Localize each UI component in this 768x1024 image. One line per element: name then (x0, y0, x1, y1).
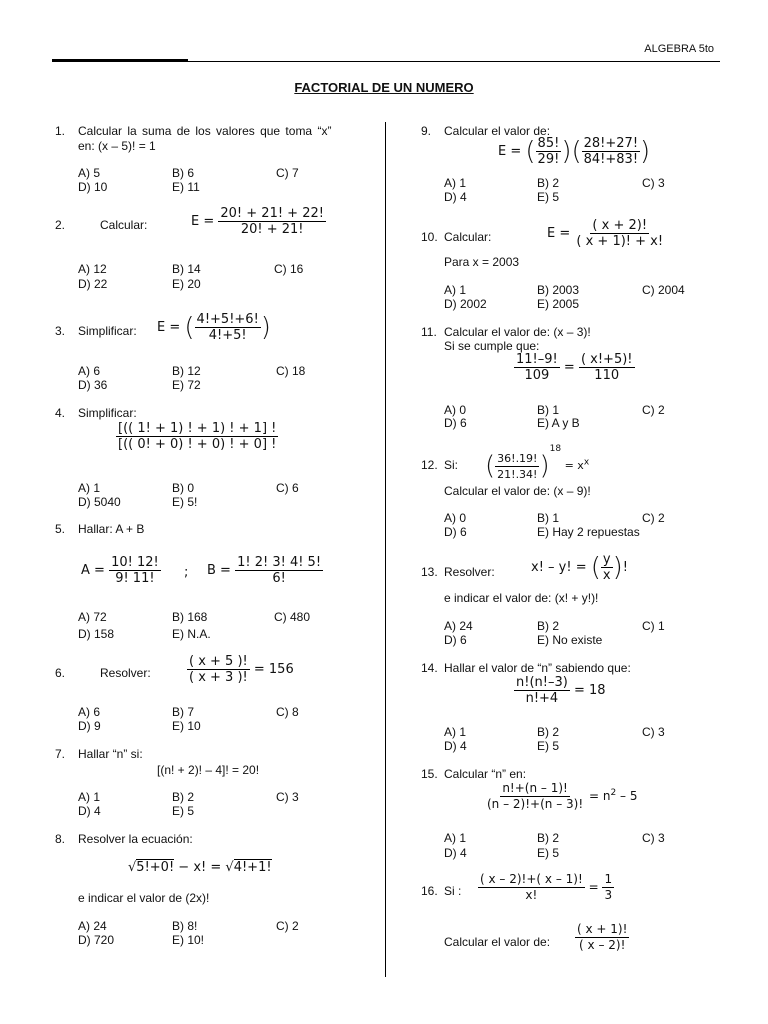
denominator: 29! (537, 152, 560, 167)
numerator: 36!.19! (497, 451, 538, 465)
denominator: 84!+83! (583, 152, 639, 167)
option: D) 6 (444, 416, 467, 430)
option: D) 4 (78, 804, 101, 818)
option: B) 2 (537, 619, 560, 633)
option: D) 10 (78, 180, 108, 194)
expression-target (575, 922, 629, 953)
denominator: 110 (594, 368, 620, 383)
equals: = (563, 360, 575, 375)
option: C) 3 (276, 790, 299, 804)
expression (191, 206, 326, 237)
problem-text: Resolver: (100, 666, 151, 680)
denominator: n!+4 (525, 691, 559, 706)
option: C) 6 (276, 481, 299, 495)
option: B) 14 (172, 262, 201, 276)
option: A) 6 (78, 705, 101, 719)
problem-number: 1. (55, 124, 66, 138)
equals: = (588, 880, 599, 894)
option: D) 4 (444, 739, 467, 753)
problem-number: 11. (421, 325, 437, 339)
option: B) 1 (537, 403, 560, 417)
page-title: FACTORIAL DE UN NUMERO (294, 80, 474, 95)
option: A) 72 (78, 610, 107, 624)
option: D) 158 (78, 627, 115, 641)
expr-rhs: = x (564, 459, 584, 472)
numerator: ( x + 2)! (592, 218, 648, 233)
problem-text: Calcular el valor de: (x – 3)! (444, 325, 591, 339)
option: D) 2002 (444, 297, 487, 311)
numerator: 11!–9! (516, 352, 558, 367)
problem-text: Resolver la ecuación: (78, 832, 193, 846)
problem-text: [(n! + 2)! – 4]! = 20! (157, 763, 260, 777)
option: E) 5 (537, 739, 560, 753)
numerator: [(( 1! + 1) ! + 1) ! + 1] ! (118, 421, 277, 436)
numerator: y (602, 552, 611, 567)
denominator: [(( 0! + 0) ! + 0) ! + 0] ! (118, 437, 277, 452)
option: C) 8 (276, 705, 299, 719)
expression (514, 352, 635, 383)
problem-text: Resolver: (444, 565, 495, 579)
option: E) 10! (172, 933, 205, 947)
option: C) 3 (642, 725, 665, 739)
numerator: 1 (604, 872, 613, 886)
numerator: 28!+27! (583, 136, 639, 151)
problem-text: Calcular el valor de: (444, 935, 551, 949)
option: C) 7 (276, 166, 299, 180)
option: E) 11 (172, 180, 200, 194)
option: C) 480 (274, 610, 311, 624)
problem-text: Hallar “n” si: (78, 747, 143, 761)
option: A) 1 (78, 481, 101, 495)
option: D) 6 (444, 525, 467, 539)
option: A) 1 (78, 790, 101, 804)
numerator: 20! + 21! + 22! (220, 206, 324, 221)
course-label: ALGEBRA 5to (644, 43, 714, 55)
expression (187, 654, 294, 685)
option: C) 1 (642, 619, 665, 633)
option: B) 12 (172, 364, 201, 378)
problem-number: 5. (55, 522, 66, 536)
separator: ; (184, 565, 189, 580)
option: E) 5 (172, 804, 195, 818)
problem-text: Calcular el valor de: (x – 9)! (444, 484, 591, 498)
problem-text: e indicar el valor de: (x! + y!)! (444, 591, 599, 605)
option: B) 0 (172, 481, 195, 495)
option: E) A y B (537, 416, 580, 430)
option: D) 22 (78, 277, 108, 291)
expression (547, 218, 665, 249)
option: C) 2 (642, 403, 665, 417)
problem-text: Simplificar: (78, 324, 137, 338)
expression: E = ( $\frac{85!}{29!}$ )( $\frac{28!+27!}{84!+83!}$ ) (498, 136, 651, 167)
expr-lhs: E = (157, 320, 181, 335)
expression (478, 872, 614, 903)
option: C) 3 (642, 176, 665, 190)
problem-text: Hallar el valor de “n” sabiendo que: (444, 661, 631, 675)
numerator: ( x – 2)!+( x – 1)! (480, 872, 583, 886)
option: C) 2004 (642, 283, 685, 297)
problem-text: e indicar el valor de (2x)! (78, 891, 210, 905)
denominator: 21!.34! (497, 467, 538, 481)
option: C) 2 (642, 511, 665, 525)
denominator: 3 (604, 888, 613, 902)
expression: x! – y! = ( $\frac{y}{x}$ )! (531, 552, 628, 583)
numerator: 4!+5!+6! (196, 312, 259, 327)
problem-number: 8. (55, 832, 66, 846)
option: A) 1 (444, 283, 467, 297)
option: E) 5! (172, 495, 198, 509)
option: E) 5 (537, 846, 560, 860)
expr-lhs: x! – y! = (531, 560, 587, 575)
option: E) Hay 2 repuestas (537, 525, 640, 539)
problem-number: 6. (55, 666, 66, 680)
option: B) 2 (537, 176, 560, 190)
option: B) 6 (172, 166, 195, 180)
problem-text: Calcular la suma de los valores que toma “x” (78, 124, 332, 138)
numerator: n!+(n – 1)! (502, 781, 568, 795)
option: D) 36 (78, 378, 108, 392)
option: E) N.A. (172, 627, 211, 641)
option: A) 24 (444, 619, 473, 633)
option: B) 2 (537, 831, 560, 845)
problem-number: 16. (421, 884, 438, 898)
option: B) 1 (537, 511, 560, 525)
option: A) 0 (444, 511, 467, 525)
problem-text: en: (x – 5)! = 1 (78, 139, 156, 153)
expr-rhs: = 156 (253, 662, 294, 677)
problem-number: 15. (421, 767, 438, 781)
option: A) 6 (78, 364, 101, 378)
problem-number: 12. (421, 458, 438, 472)
option: A) 1 (444, 725, 467, 739)
exponent: 18 (549, 444, 562, 454)
numerator: ( x + 1)! (577, 922, 628, 936)
problem-text: Calcular el valor de: (444, 124, 551, 138)
numerator: 10! 12! (111, 555, 159, 570)
denominator: x! (525, 888, 538, 902)
option: D) 4 (444, 190, 467, 204)
expr-lhs: B = (207, 563, 231, 578)
expression (116, 421, 278, 452)
option: B) 168 (172, 610, 208, 624)
option: B) 2 (172, 790, 195, 804)
expr-rhs: = 18 (573, 683, 606, 698)
problem-number: 10. (421, 230, 438, 244)
expr-rhs: = n (588, 789, 611, 803)
option: C) 18 (276, 364, 306, 378)
option: C) 2 (276, 919, 299, 933)
factorial-mark: ! (622, 560, 628, 575)
problem-text: Calcular “n” en: (444, 767, 527, 781)
problem-text: Calcular: (444, 230, 492, 244)
expression-a (81, 555, 161, 586)
numerator: 85! (537, 136, 560, 151)
option: D) 720 (78, 933, 115, 947)
option: A) 12 (78, 262, 107, 276)
expression: √5!+0! − x! = √4!+1! (128, 860, 272, 875)
denominator: 4!+5! (208, 328, 247, 343)
option: D) 4 (444, 846, 467, 860)
option: E) No existe (537, 633, 603, 647)
option: E) 72 (172, 378, 201, 392)
option: A) 24 (78, 919, 107, 933)
problem-number: 13. (421, 565, 438, 579)
option: B) 7 (172, 705, 195, 719)
option: B) 2 (537, 725, 560, 739)
numerator: 1! 2! 3! 4! 5! (237, 555, 322, 570)
exponent: x (583, 457, 590, 468)
denominator: ( x + 1)! + x! (576, 234, 664, 249)
expr-mid: − x! = (178, 860, 222, 875)
option: B) 8! (172, 919, 198, 933)
numerator: ( x!+5)! (580, 352, 633, 367)
option: E) 20 (172, 277, 201, 291)
expr-tail: – 5 (616, 789, 638, 803)
radicand: 5!+0! (136, 860, 175, 875)
problem-text: Calcular: (100, 218, 148, 232)
option: D) 9 (78, 719, 101, 733)
denominator: x (602, 568, 611, 583)
option: B) 2003 (537, 283, 580, 297)
radicand: 4!+1! (233, 860, 272, 875)
expr-lhs: E = (547, 226, 571, 241)
problem-number: 2. (55, 218, 66, 232)
option: D) 6 (444, 633, 467, 647)
problem-number: 7. (55, 747, 66, 761)
option: A) 1 (444, 176, 467, 190)
expression (485, 781, 637, 812)
option: C) 16 (274, 262, 304, 276)
problem-number: 9. (421, 124, 432, 138)
denominator: 20! + 21! (240, 222, 304, 237)
option: E) 2005 (537, 297, 580, 311)
exponent: 2 (610, 788, 617, 798)
expression: E = ( $\frac{4!+5!+6!}{4!+5!}$ ) (157, 312, 271, 343)
denominator: ( x – 2)! (579, 938, 626, 952)
option: E) 10 (172, 719, 201, 733)
header-rule (52, 61, 720, 62)
option: D) 5040 (78, 495, 121, 509)
expr-lhs: E = (191, 214, 215, 229)
problem-text: Hallar: A + B (78, 522, 145, 536)
option: E) 5 (537, 190, 560, 204)
option: A) 1 (444, 831, 467, 845)
expression-b (207, 555, 323, 586)
problem-text: Para x = 2003 (444, 255, 520, 269)
denominator: 6! (272, 571, 286, 586)
denominator: 109 (524, 368, 550, 383)
denominator: ( x + 3 )! (189, 670, 248, 685)
option: C) 3 (642, 831, 665, 845)
expression: ( $\frac{36!.19!}{21!.34!}$ )$^{18} = x^x$ (485, 444, 590, 481)
column-divider (385, 122, 386, 977)
expr-lhs: E = (498, 144, 522, 159)
problem-text: Si: (444, 458, 459, 472)
problem-number: 14. (421, 661, 438, 675)
option: A) 5 (78, 166, 101, 180)
problem-number: 4. (55, 406, 66, 420)
problem-text: Si : (444, 884, 462, 898)
problem-text: Simplificar: (78, 406, 137, 420)
problem-text: Si se cumple que: (444, 339, 540, 353)
option: A) 0 (444, 403, 467, 417)
denominator: (n – 2)!+(n – 3)! (487, 797, 584, 811)
numerator: n!(n!–3) (516, 675, 568, 690)
expr-lhs: A = (81, 563, 105, 578)
denominator: 9! 11! (115, 571, 155, 586)
problem-number: 3. (55, 324, 66, 338)
expression (514, 675, 606, 706)
numerator: ( x + 5 )! (189, 654, 248, 669)
